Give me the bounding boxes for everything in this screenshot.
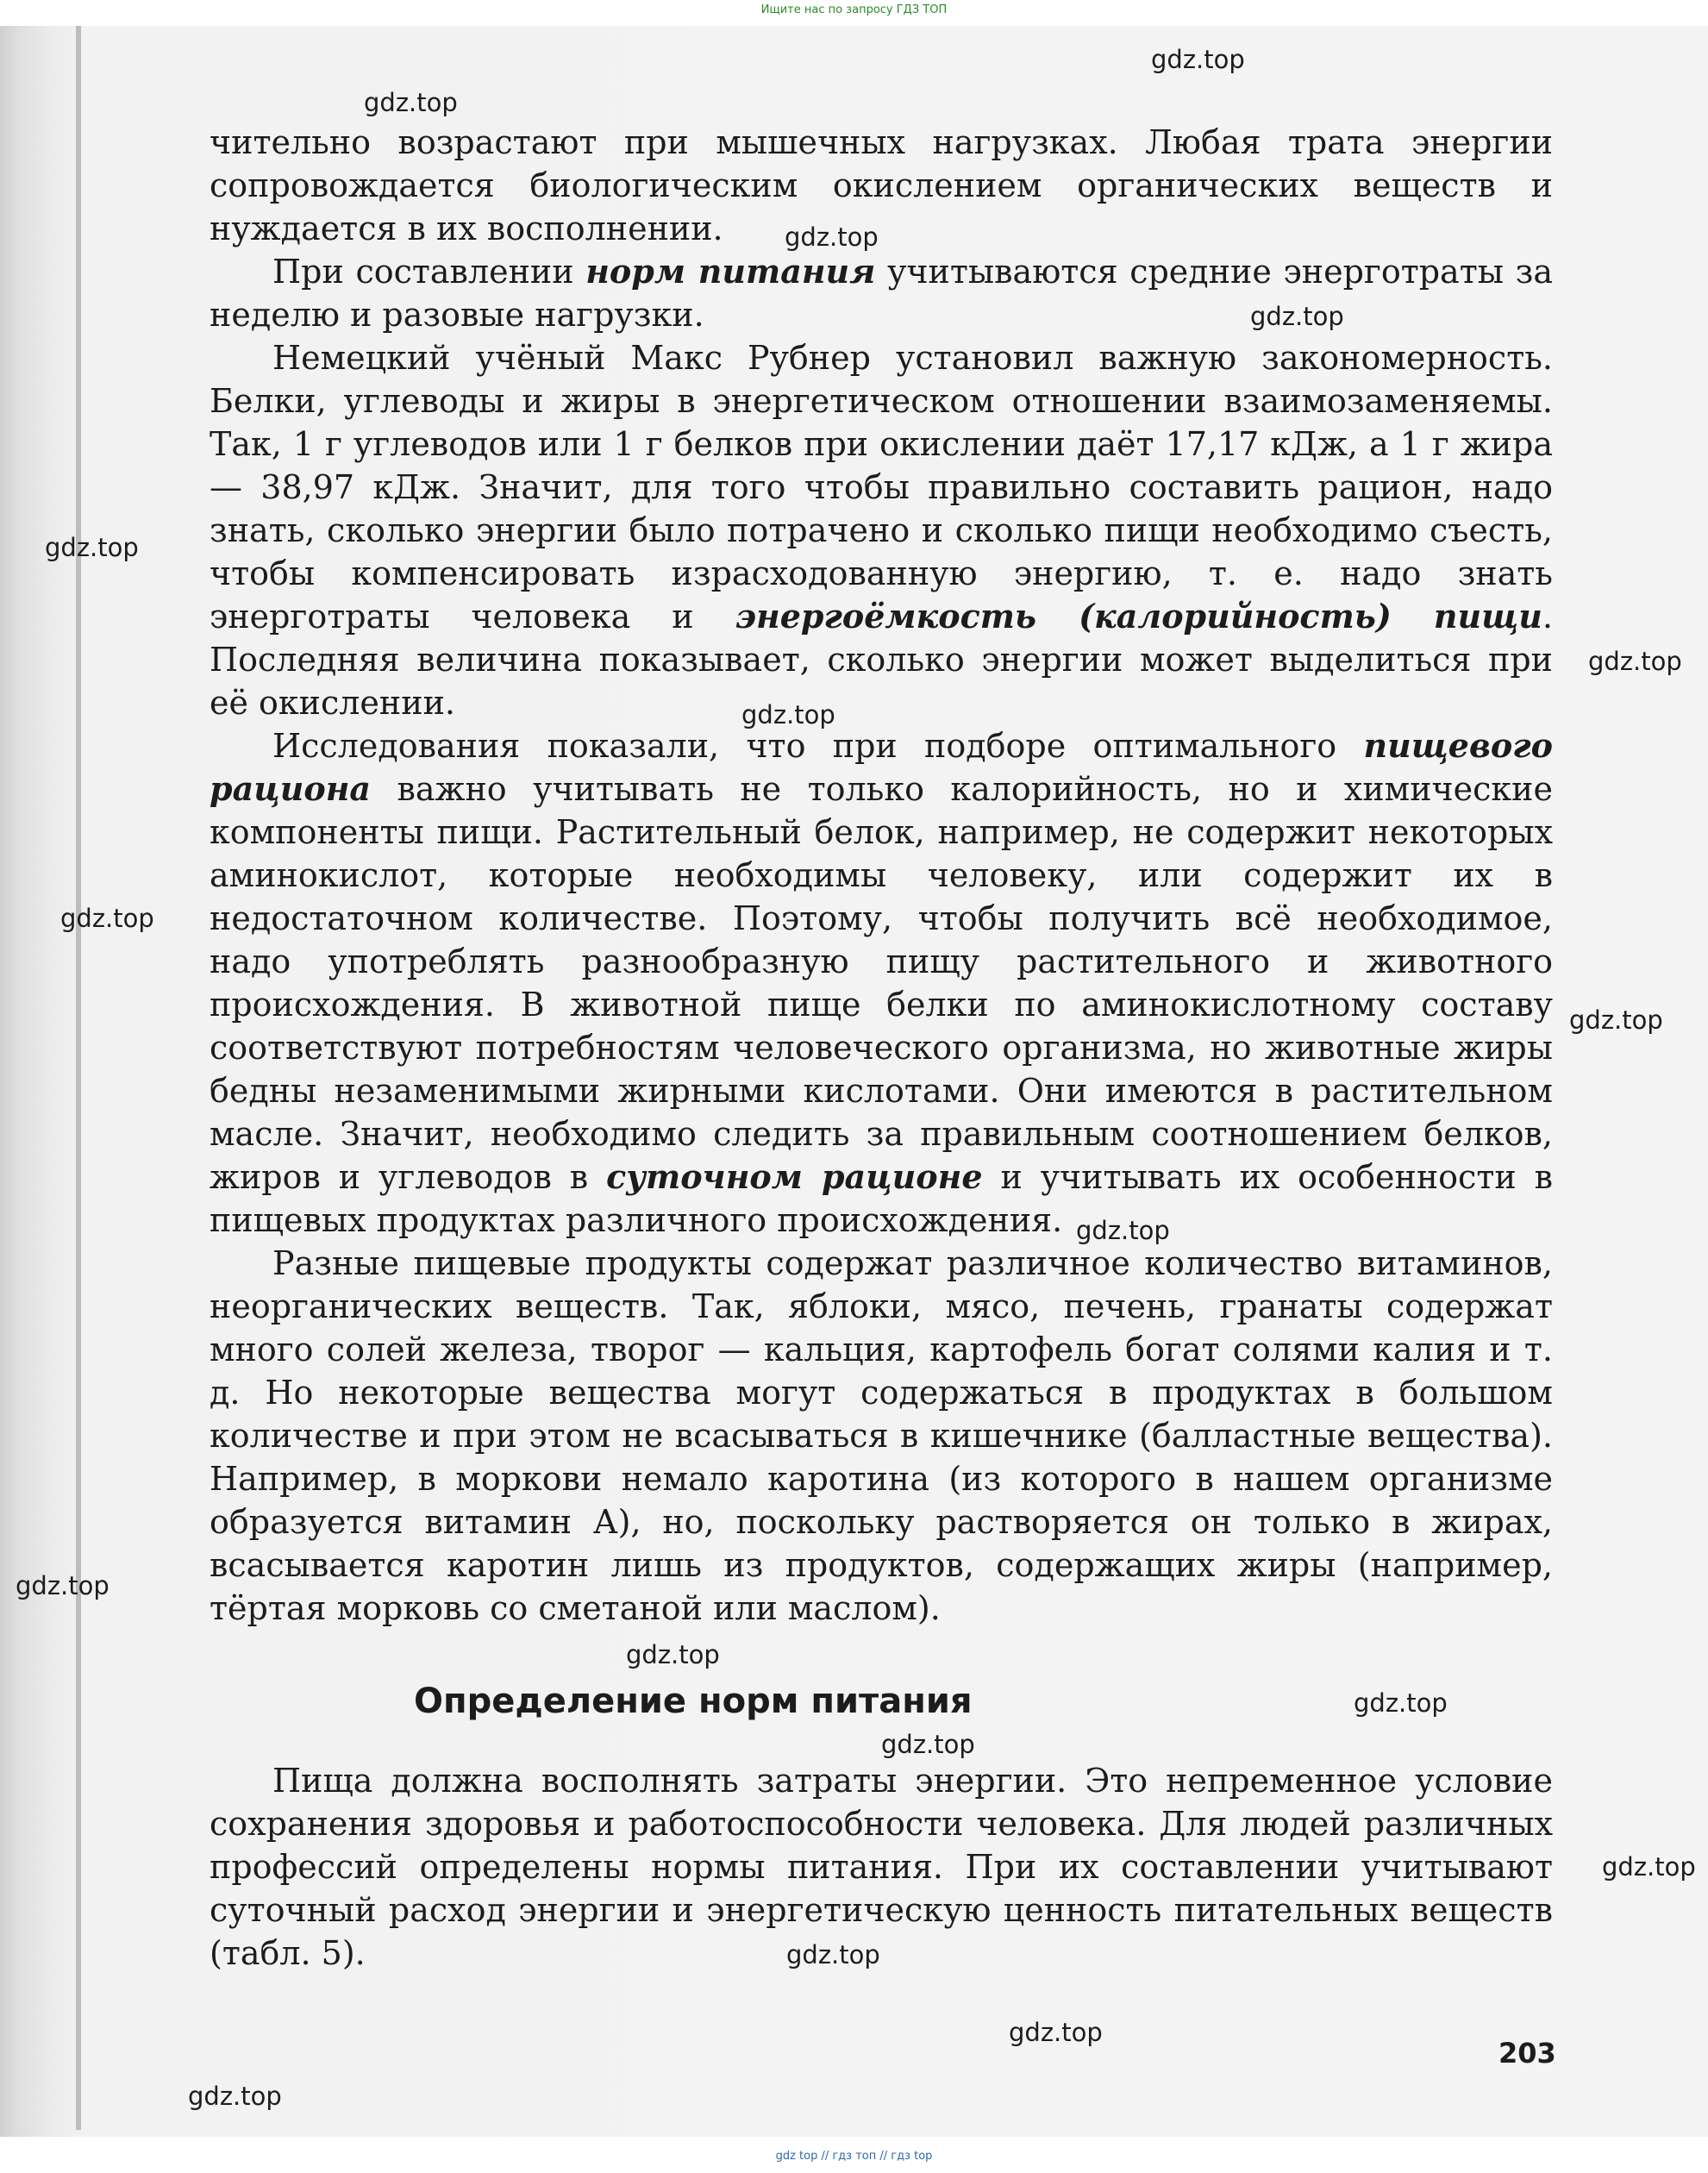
watermark: gdz.top	[1076, 1216, 1170, 1245]
bottom-banner[interactable]: gdz top // гдз топ // гдз top	[775, 2150, 933, 2163]
watermark: gdz.top	[785, 222, 879, 252]
text-run: Исследования показали, что при подборе оптимального	[272, 727, 1364, 765]
watermark: gdz.top	[1602, 1852, 1696, 1882]
watermark: gdz.top	[45, 533, 139, 562]
term-emphasis: пищевого рациона	[210, 726, 1553, 808]
text-run: учитываются средние энерготраты за неделю и разовые нагрузки.	[210, 253, 1553, 334]
text-run: . Последняя величина показывает, сколько энергии может выделиться при её окислении.	[210, 598, 1553, 722]
top-banner[interactable]: Ищите нас по запросу ГДЗ ТОП	[760, 3, 948, 16]
watermark: gdz.top	[626, 1640, 720, 1669]
text-run: При составлении	[272, 253, 586, 291]
paragraph	[210, 121, 1553, 250]
watermark: gdz.top	[1009, 2018, 1103, 2047]
term-emphasis: суточном рационе	[606, 1157, 983, 1196]
term-emphasis: энергоёмкость (калорийность) пищи	[735, 597, 1542, 636]
section-body	[210, 1759, 1553, 1975]
body-text	[210, 121, 1553, 1630]
paragraph	[210, 724, 1553, 1242]
section-heading: Определение норм питания	[414, 1681, 973, 1721]
watermark: gdz.top	[16, 1571, 109, 1600]
page-spine-edge	[76, 0, 81, 2130]
watermark: gdz.top	[786, 1940, 880, 1969]
watermark: gdz.top	[188, 2082, 282, 2111]
watermark: gdz.top	[1354, 1688, 1448, 1718]
text-run: Немецкий учёный Макс Рубнер установил важную закономерность. Белки, углеводы и жиры в энергетическом отношении взаимозаменяемы. Так, 1 г углеводов или 1 г белков при окислении даёт 17,17 кДж, а 1 г жира — 38,97 кДж. Значит, для того чтобы правильно составить рацион, надо знать, сколько энергии было потрачено и сколько пищи необходимо съесть, чтобы компенсировать израсходованную энергию, т. е. надо знать энерготраты человека и	[210, 339, 1553, 636]
text-run: чительно возрастают при мышечных нагрузках. Любая трата энергии сопровождается биологическим окислением органических веществ и нуждается в их восполнении.	[210, 123, 1553, 247]
paragraph	[210, 336, 1553, 724]
page-number: 203	[1498, 2037, 1556, 2070]
paragraph	[210, 250, 1553, 336]
watermark: gdz.top	[364, 88, 458, 117]
text-run: важно учитывать не только калорийность, но и химические компоненты пищи. Растительный белок, например, не содержит некоторых аминокислот, которые необходимы человеку, или содержит их в недостаточном количестве. Поэтому, чтобы получить всё необходимое, надо употреблять разнообразную пищу растительного и животного происхождения. В животной пище белки по аминокислотному составу соответствуют потребностям человеческого организма, но животные жиры бедны незаменимыми жирными кислотами. Они имеются в растительном масле. Значит, необходимо следить за правильным соотношением белков, жиров и углеводов в	[210, 770, 1553, 1196]
watermark: gdz.top	[1151, 45, 1245, 74]
watermark: gdz.top	[60, 904, 154, 933]
paragraph: Пища должна восполнять затраты энергии. Это непременное условие сохранения здоровья и работоспособности человека. Для людей различных профессий определены нормы питания. При их составлении учитывают суточный расход энергии и энергетическую ценность питательных веществ (табл. 5).	[210, 1762, 1553, 1972]
text-run: и учитывать их особенности в пищевых продуктах различного происхождения.	[210, 1158, 1554, 1239]
term-emphasis: норм питания	[585, 252, 876, 291]
watermark: gdz.top	[1250, 302, 1344, 331]
paragraph	[210, 1242, 1553, 1630]
watermark: gdz.top	[1588, 647, 1682, 676]
watermark: gdz.top	[1569, 1005, 1663, 1035]
watermark: gdz.top	[881, 1730, 975, 1759]
text-run: Разные пищевые продукты содержат различное количество витаминов, неорганических веществ. Так, яблоки, мясо, печень, гранаты содержат много солей железа, творог — кальция, картофель богат солями калия и т. д. Но некоторые вещества могут содержаться в продуктах в большом количестве и при этом не всасываться в кишечнике (балластные вещества). Например, в моркови немало каротина (из которого в нашем организме образуется витамин А), но, поскольку растворяется он только в жирах, всасывается каротин лишь из продуктов, содержащих жиры (например, тёртая морковь со сметаной или маслом).	[210, 1244, 1553, 1627]
watermark: gdz.top	[741, 700, 835, 730]
